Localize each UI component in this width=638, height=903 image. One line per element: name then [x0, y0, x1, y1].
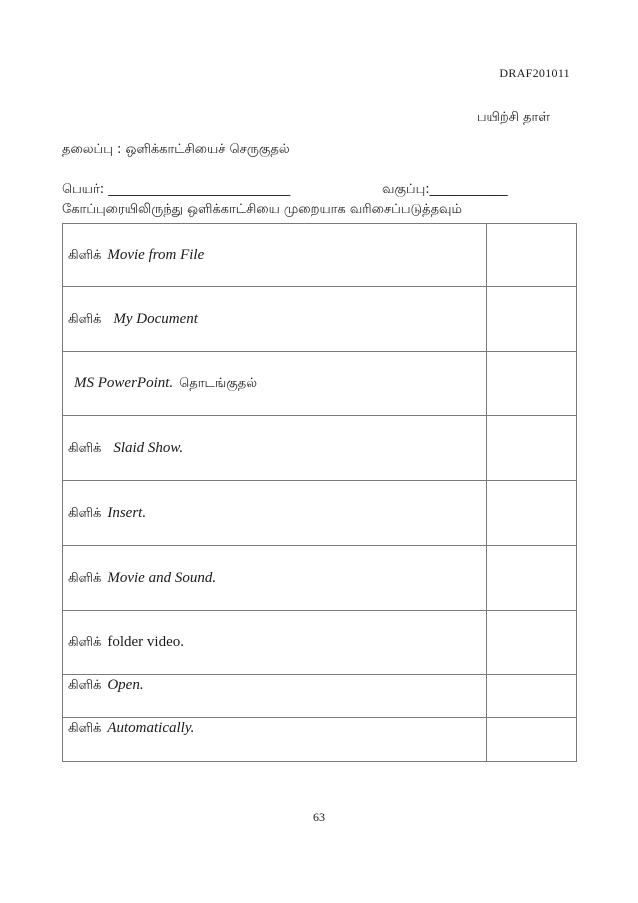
step-command: folder video.	[107, 634, 184, 650]
sheet-label: பயிற்சி தாள்	[476, 110, 550, 125]
step-prefix: கிளிக்	[68, 440, 102, 456]
order-box[interactable]	[487, 481, 577, 546]
step-prefix: கிளிக்	[68, 678, 102, 693]
step-command: Movie and Sound.	[107, 569, 217, 586]
step-text	[63, 416, 487, 481]
order-box[interactable]	[487, 546, 577, 611]
step-command: Slaid Show.	[113, 439, 184, 456]
table-row	[63, 611, 577, 675]
step-text	[63, 352, 487, 416]
table-row	[63, 224, 577, 287]
step-command: Open.	[107, 677, 144, 693]
name-line	[62, 182, 508, 198]
step-command: Movie from File	[107, 246, 205, 263]
step-command: Automatically.	[107, 720, 195, 736]
step-prefix: கிளிக்	[68, 635, 102, 650]
step-prefix: கிளிக்	[68, 247, 102, 263]
order-box[interactable]	[487, 675, 577, 718]
page-title: தலைப்பு : ஒளிக்காட்சியைச் செருகுதல்	[62, 142, 290, 157]
step-prefix: கிளிக்	[68, 311, 102, 327]
step-text	[63, 546, 487, 611]
step-command: Insert.	[107, 504, 147, 521]
order-box[interactable]	[487, 611, 577, 675]
order-box[interactable]	[487, 718, 577, 762]
table-row	[63, 718, 577, 762]
step-prefix: கிளிக்	[68, 721, 102, 736]
table-row	[63, 675, 577, 718]
table-row	[63, 481, 577, 546]
step-text	[63, 224, 487, 287]
step-text	[63, 481, 487, 546]
step-text	[63, 611, 487, 675]
table-row	[63, 287, 577, 352]
order-box[interactable]	[487, 287, 577, 352]
table-row	[63, 352, 577, 416]
order-box[interactable]	[487, 416, 577, 481]
order-box[interactable]	[487, 352, 577, 416]
step-text	[63, 675, 487, 718]
name-field[interactable]: பெயர்: ____________________________	[62, 182, 291, 197]
step-suffix: தொடங்குதல்	[179, 376, 258, 391]
step-command: My Document	[113, 310, 198, 327]
order-box[interactable]	[487, 224, 577, 287]
step-command: MS PowerPoint.	[74, 375, 174, 391]
steps-table	[62, 223, 577, 762]
step-text	[63, 287, 487, 352]
table-row	[63, 546, 577, 611]
page-number: 63	[313, 810, 325, 824]
step-prefix: கிளிக்	[68, 505, 102, 521]
step-text	[63, 718, 487, 762]
class-field[interactable]: வகுப்பு:____________	[382, 182, 508, 197]
step-prefix: கிளிக்	[68, 570, 102, 586]
document-code: DRAF201011	[499, 66, 570, 80]
instruction: கோப்புரையிலிருந்து ஒளிக்காட்சியை முறையாக வரிசைப்படுத்தவும்	[62, 202, 462, 217]
table-row	[63, 416, 577, 481]
